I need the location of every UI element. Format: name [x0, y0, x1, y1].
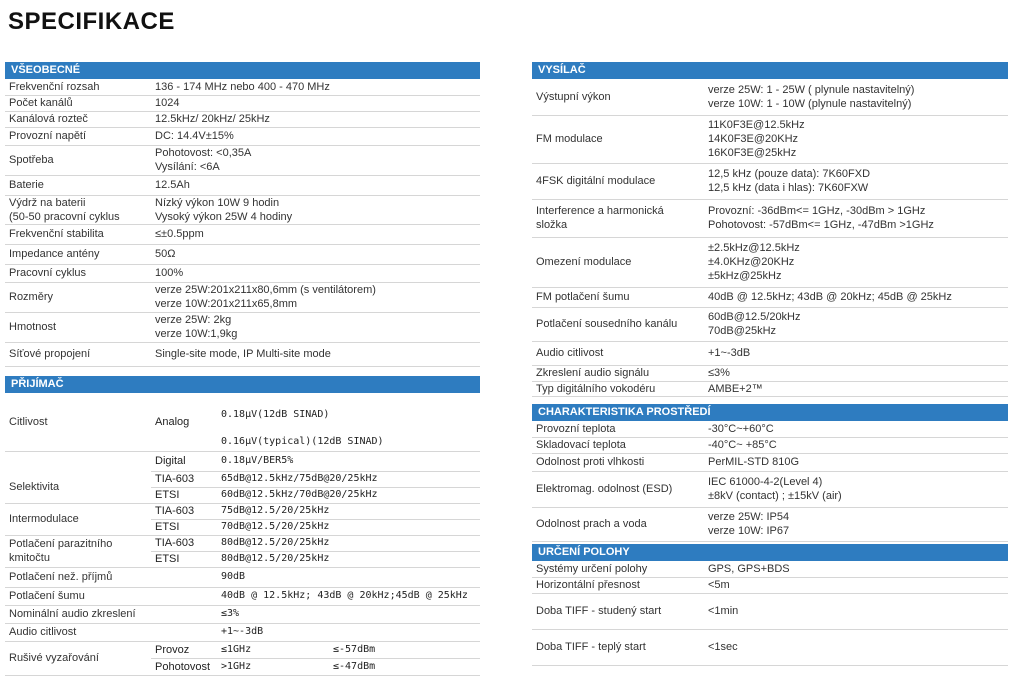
positioning-table — [532, 561, 1008, 666]
table-row — [5, 244, 480, 264]
row-label: Potlačení šumu — [5, 587, 217, 605]
table-row — [532, 561, 1008, 577]
row-label — [532, 453, 704, 471]
table-row — [532, 471, 1008, 507]
environment-table — [532, 421, 1008, 542]
label-line: Rozměry — [9, 291, 54, 303]
table-row — [532, 79, 1008, 115]
label-line: Omezení modulace — [536, 256, 632, 268]
label-line: Typ digitálního vokodéru — [536, 382, 656, 395]
label-line: složka — [536, 219, 568, 231]
value-line: +1~-3dB — [708, 347, 751, 359]
row-label — [5, 342, 151, 366]
row-label — [5, 224, 151, 244]
row-label — [532, 577, 704, 593]
value-line: verze 25W: 1 - 25W ( plynule nastavitelný) — [708, 83, 915, 96]
table-row — [532, 381, 1008, 396]
row-label — [532, 365, 704, 381]
label-line: Spotřeba — [9, 154, 54, 166]
row-value — [704, 593, 1008, 629]
value-line: ±5kHz@25kHz — [708, 270, 782, 282]
row-label — [532, 237, 704, 287]
table-row — [5, 111, 480, 127]
label-line: Frekvenční rozsah — [9, 80, 100, 93]
table-row — [5, 224, 480, 244]
value-line: ±8kV (contact) ; ±15kV (air) — [708, 490, 842, 502]
row-label — [532, 341, 704, 365]
table-row — [532, 365, 1008, 381]
value-line: Pohotovost: -57dBm<= 1GHz, -47dBm >1GHz — [708, 219, 934, 231]
row-value — [704, 199, 1008, 237]
row-value — [704, 115, 1008, 163]
label-line: Potlačení parazitního — [9, 538, 113, 550]
table-row — [5, 312, 480, 342]
row-value — [151, 312, 480, 342]
table-row — [5, 79, 480, 95]
value-line: 12,5 kHz (pouze data): 7K60FXD — [708, 168, 871, 180]
sub-label: TIA-603 — [151, 471, 217, 487]
row-value — [704, 341, 1008, 365]
general-section — [5, 62, 480, 367]
label-line: Systémy určení polohy — [536, 562, 648, 575]
general-table — [5, 79, 480, 367]
table-row — [532, 507, 1008, 541]
row-label: Audio citlivost — [5, 623, 217, 641]
row-label — [5, 111, 151, 127]
row-value — [704, 421, 1008, 437]
row-label: Nominální audio zkreslení — [5, 605, 217, 623]
row-value: 90dB — [217, 567, 480, 587]
label-line: 4FSK digitální modulace — [536, 175, 656, 187]
row-label — [532, 381, 704, 396]
label-line: (50-50 pracovní cyklus — [9, 210, 120, 223]
value-line: 12,5 kHz (data i hlas): 7K60FXW — [708, 182, 869, 194]
table-row — [532, 199, 1008, 237]
label-line: kmitočtu — [9, 552, 50, 564]
table-row — [532, 307, 1008, 341]
label-line: Provozní teplota — [536, 422, 616, 435]
sub-label: TIA-603 — [151, 503, 217, 519]
value-line: IEC 61000-4-2(Level 4) — [708, 476, 823, 488]
row-label — [532, 561, 704, 577]
value-line: ≤3% — [708, 367, 730, 379]
value-line: -40°C~ +85°C — [708, 439, 777, 451]
row-label — [532, 437, 704, 453]
value-line: Pohotovost: <0,35A — [155, 147, 252, 159]
value-line: GPS, GPS+BDS — [708, 562, 790, 575]
label-line: Impedance antény — [9, 248, 100, 260]
row-label — [532, 163, 704, 199]
row-label — [5, 282, 151, 312]
row-value — [151, 175, 480, 195]
row-label — [532, 593, 704, 629]
value-line: Provozní: -36dBm<= 1GHz, -30dBm > 1GHz — [708, 205, 926, 217]
table-row — [5, 282, 480, 312]
row-label: Selektivita — [5, 471, 151, 503]
row-value: 65dB@12.5kHz/75dB@20/25kHz — [217, 471, 480, 487]
value-line: <1sec — [708, 641, 738, 653]
row-value — [704, 577, 1008, 593]
value-line: ≤±0.5ppm — [155, 228, 204, 240]
row-value: +1~-3dB — [217, 623, 480, 641]
row-label — [5, 244, 151, 264]
row-label — [5, 195, 151, 224]
row-value — [704, 629, 1008, 665]
table-row — [532, 577, 1008, 593]
environment-header: CHARAKTERISTIKA PROSTŘEDÍ — [532, 404, 1008, 421]
label-line: Elektromag. odolnost (ESD) — [536, 483, 673, 495]
table-row — [5, 175, 480, 195]
row-label — [5, 145, 151, 175]
row-label — [532, 471, 704, 507]
label-line: Výdrž na baterii — [9, 196, 86, 209]
page-title: SPECIFIKACE — [8, 8, 175, 35]
positioning-header: URČENÍ POLOHY — [532, 544, 1008, 561]
row-label: Citlivost — [5, 393, 151, 451]
row-value — [704, 79, 1008, 115]
value-line: 60dB@12.5/20kHz — [708, 311, 801, 323]
sub-label: Provoz — [151, 641, 217, 658]
row-label — [5, 264, 151, 282]
value-line: verze 10W:1,9kg — [155, 328, 238, 340]
value-line: -30°C~+60°C — [708, 422, 774, 435]
row-value — [151, 244, 480, 264]
table-row — [5, 342, 480, 366]
general-header: VŠEOBECNÉ — [5, 62, 480, 79]
table-row — [532, 287, 1008, 307]
row-value — [704, 453, 1008, 471]
value-line: verze 25W:201x211x80,6mm (s ventilátorem) — [155, 284, 376, 296]
row-label — [532, 507, 704, 541]
table-row — [532, 237, 1008, 287]
row-label — [5, 95, 151, 111]
row-value: 0.16μV(typical)(12dB SINAD) — [217, 433, 480, 451]
row-value — [151, 145, 480, 175]
row-label — [532, 199, 704, 237]
row-value — [704, 561, 1008, 577]
row-value — [151, 282, 480, 312]
sub-label: ETSI — [151, 519, 217, 535]
label-line: Provozní napětí — [9, 130, 87, 142]
table-row — [532, 593, 1008, 629]
table-row — [5, 145, 480, 175]
value-line: AMBE+2™ — [708, 382, 763, 395]
sub-label: Analog — [151, 393, 217, 451]
receiver-table — [5, 393, 480, 676]
value-line: 12.5Ah — [155, 179, 190, 191]
label-line: Počet kanálů — [9, 97, 73, 109]
value-line: 14K0F3E@20KHz — [708, 133, 799, 145]
value-line: Vysoký výkon 25W 4 hodiny — [155, 210, 293, 223]
row-value — [704, 287, 1008, 307]
label-line: Pracovní cyklus — [9, 267, 87, 279]
label-line: Doba TIFF - teplý start — [536, 641, 646, 653]
label-line: Hmotnost — [9, 321, 57, 333]
table-row — [532, 341, 1008, 365]
table-row — [532, 421, 1008, 437]
row-value — [704, 307, 1008, 341]
value-line: Single-site mode, IP Multi-site mode — [155, 348, 331, 360]
row-label — [5, 535, 151, 567]
value-line: 136 - 174 MHz nebo 400 - 470 MHz — [155, 80, 330, 93]
row-label: Potlačení než. příjmů — [5, 567, 217, 587]
row-value: ≤-47dBm — [329, 658, 480, 675]
transmitter-section — [532, 62, 1008, 397]
receiver-section — [5, 376, 480, 676]
label-line: Zkreslení audio signálu — [536, 367, 650, 379]
row-label — [532, 629, 704, 665]
label-line: Skladovací teplota — [536, 439, 626, 451]
row-value: 70dB@12.5/20/25kHz — [217, 519, 480, 535]
row-value — [704, 381, 1008, 396]
row-label: Intermodulace — [5, 503, 151, 535]
row-value: 40dB @ 12.5kHz; 43dB @ 20kHz;45dB @ 25kHz — [217, 587, 480, 605]
table-row — [5, 127, 480, 145]
table-row — [532, 163, 1008, 199]
receiver-header: PŘIJÍMAČ — [5, 376, 480, 393]
value-line: 11K0F3E@12.5kHz — [708, 119, 805, 131]
label-line: Potlačení sousedního kanálu — [536, 318, 678, 330]
value-line: DC: 14.4V±15% — [155, 130, 234, 142]
row-value: 80dB@12.5/20/25kHz — [217, 535, 480, 551]
label-line: Horizontální přesnost — [536, 579, 640, 591]
sub-label: Pohotovost — [151, 658, 217, 675]
row-label — [5, 79, 151, 95]
value-line: verze 25W: 2kg — [155, 314, 232, 326]
label-line: Doba TIFF - studený start — [536, 605, 662, 617]
label-line: Audio citlivost — [536, 347, 604, 359]
table-row — [532, 115, 1008, 163]
value-line: 12.5kHz/ 20kHz/ 25kHz — [155, 113, 270, 125]
value-line: 100% — [155, 267, 184, 279]
value-line: verze 10W:201x211x65,8mm — [155, 298, 298, 310]
row-value — [151, 224, 480, 244]
row-label — [532, 79, 704, 115]
row-label — [5, 127, 151, 145]
label-line: FM potlačení šumu — [536, 291, 630, 303]
row-value: ≤3% — [217, 605, 480, 623]
row-value: 60dB@12.5kHz/70dB@20/25kHz — [217, 487, 480, 503]
row-value — [151, 342, 480, 366]
row-label — [532, 307, 704, 341]
value-line: 1024 — [155, 97, 180, 109]
row-value: >1GHz — [217, 658, 329, 675]
row-value — [151, 127, 480, 145]
table-row — [5, 195, 480, 224]
row-value — [704, 237, 1008, 287]
row-value — [151, 95, 480, 111]
table-row — [532, 629, 1008, 665]
value-line: ±4.0KHz@20KHz — [708, 256, 795, 268]
row-label — [5, 175, 151, 195]
value-line: 70dB@25kHz — [708, 325, 777, 337]
sub-label: ETSI — [151, 487, 217, 503]
row-label — [532, 287, 704, 307]
table-row — [532, 437, 1008, 453]
environment-section — [532, 404, 1008, 542]
row-value — [704, 507, 1008, 541]
row-value: ≤-57dBm — [329, 641, 480, 658]
label-line: Baterie — [9, 179, 44, 191]
label-line: Odolnost prach a voda — [536, 518, 647, 530]
table-row — [5, 95, 480, 111]
label-line: Výstupní výkon — [536, 90, 611, 103]
row-value — [151, 264, 480, 282]
row-value: 80dB@12.5/20/25kHz — [217, 551, 480, 567]
value-line: ±2.5kHz@12.5kHz — [708, 242, 800, 254]
row-value — [151, 195, 480, 224]
value-line: 16K0F3E@25kHz — [708, 147, 797, 159]
row-value: 0.18μV(12dB SINAD) — [221, 409, 330, 420]
sub-label: TIA-603 — [151, 535, 217, 551]
label-line: Síťové propojení — [9, 348, 91, 360]
value-line: <5m — [708, 579, 730, 591]
value-line: Nízký výkon 10W 9 hodin — [155, 196, 280, 209]
positioning-section — [532, 544, 1008, 666]
value-line: 40dB @ 12.5kHz; 43dB @ 20kHz; 45dB @ 25kHz — [708, 291, 952, 303]
row-value: ≤1GHz — [217, 641, 329, 658]
transmitter-header: VYSÍLAČ — [532, 62, 1008, 79]
value-line: <1min — [708, 605, 739, 617]
value-line: 50Ω — [155, 248, 176, 260]
label-line: Kanálová rozteč — [9, 113, 88, 125]
row-label: Rušivé vyzařování — [5, 641, 151, 675]
row-value — [151, 111, 480, 127]
value-line: verze 25W: IP54 — [708, 511, 790, 523]
row-label — [5, 312, 151, 342]
sub-label: Digital — [151, 451, 217, 471]
table-row — [5, 264, 480, 282]
label-line: FM modulace — [536, 133, 603, 145]
row-value — [151, 79, 480, 95]
row-value — [704, 365, 1008, 381]
label-line: Frekvenční stabilita — [9, 228, 104, 240]
value-line: Vysílání: <6A — [155, 161, 220, 173]
label-line: Odolnost proti vlhkosti — [536, 456, 645, 468]
row-value: 0.18μV/BER5% — [217, 451, 480, 471]
row-value: 75dB@12.5/20/25kHz — [217, 503, 480, 519]
row-value — [704, 437, 1008, 453]
value-line: verze 10W: IP67 — [708, 525, 790, 537]
row-value — [704, 471, 1008, 507]
row-label — [532, 421, 704, 437]
sub-label: ETSI — [151, 551, 217, 567]
row-label — [532, 115, 704, 163]
row-value — [704, 163, 1008, 199]
transmitter-table — [532, 79, 1008, 397]
label-line: Interference a harmonická — [536, 205, 664, 217]
table-row — [532, 453, 1008, 471]
value-line: verze 10W: 1 - 10W (plynule nastavitelný) — [708, 97, 912, 110]
value-line: PerMIL-STD 810G — [708, 456, 800, 468]
